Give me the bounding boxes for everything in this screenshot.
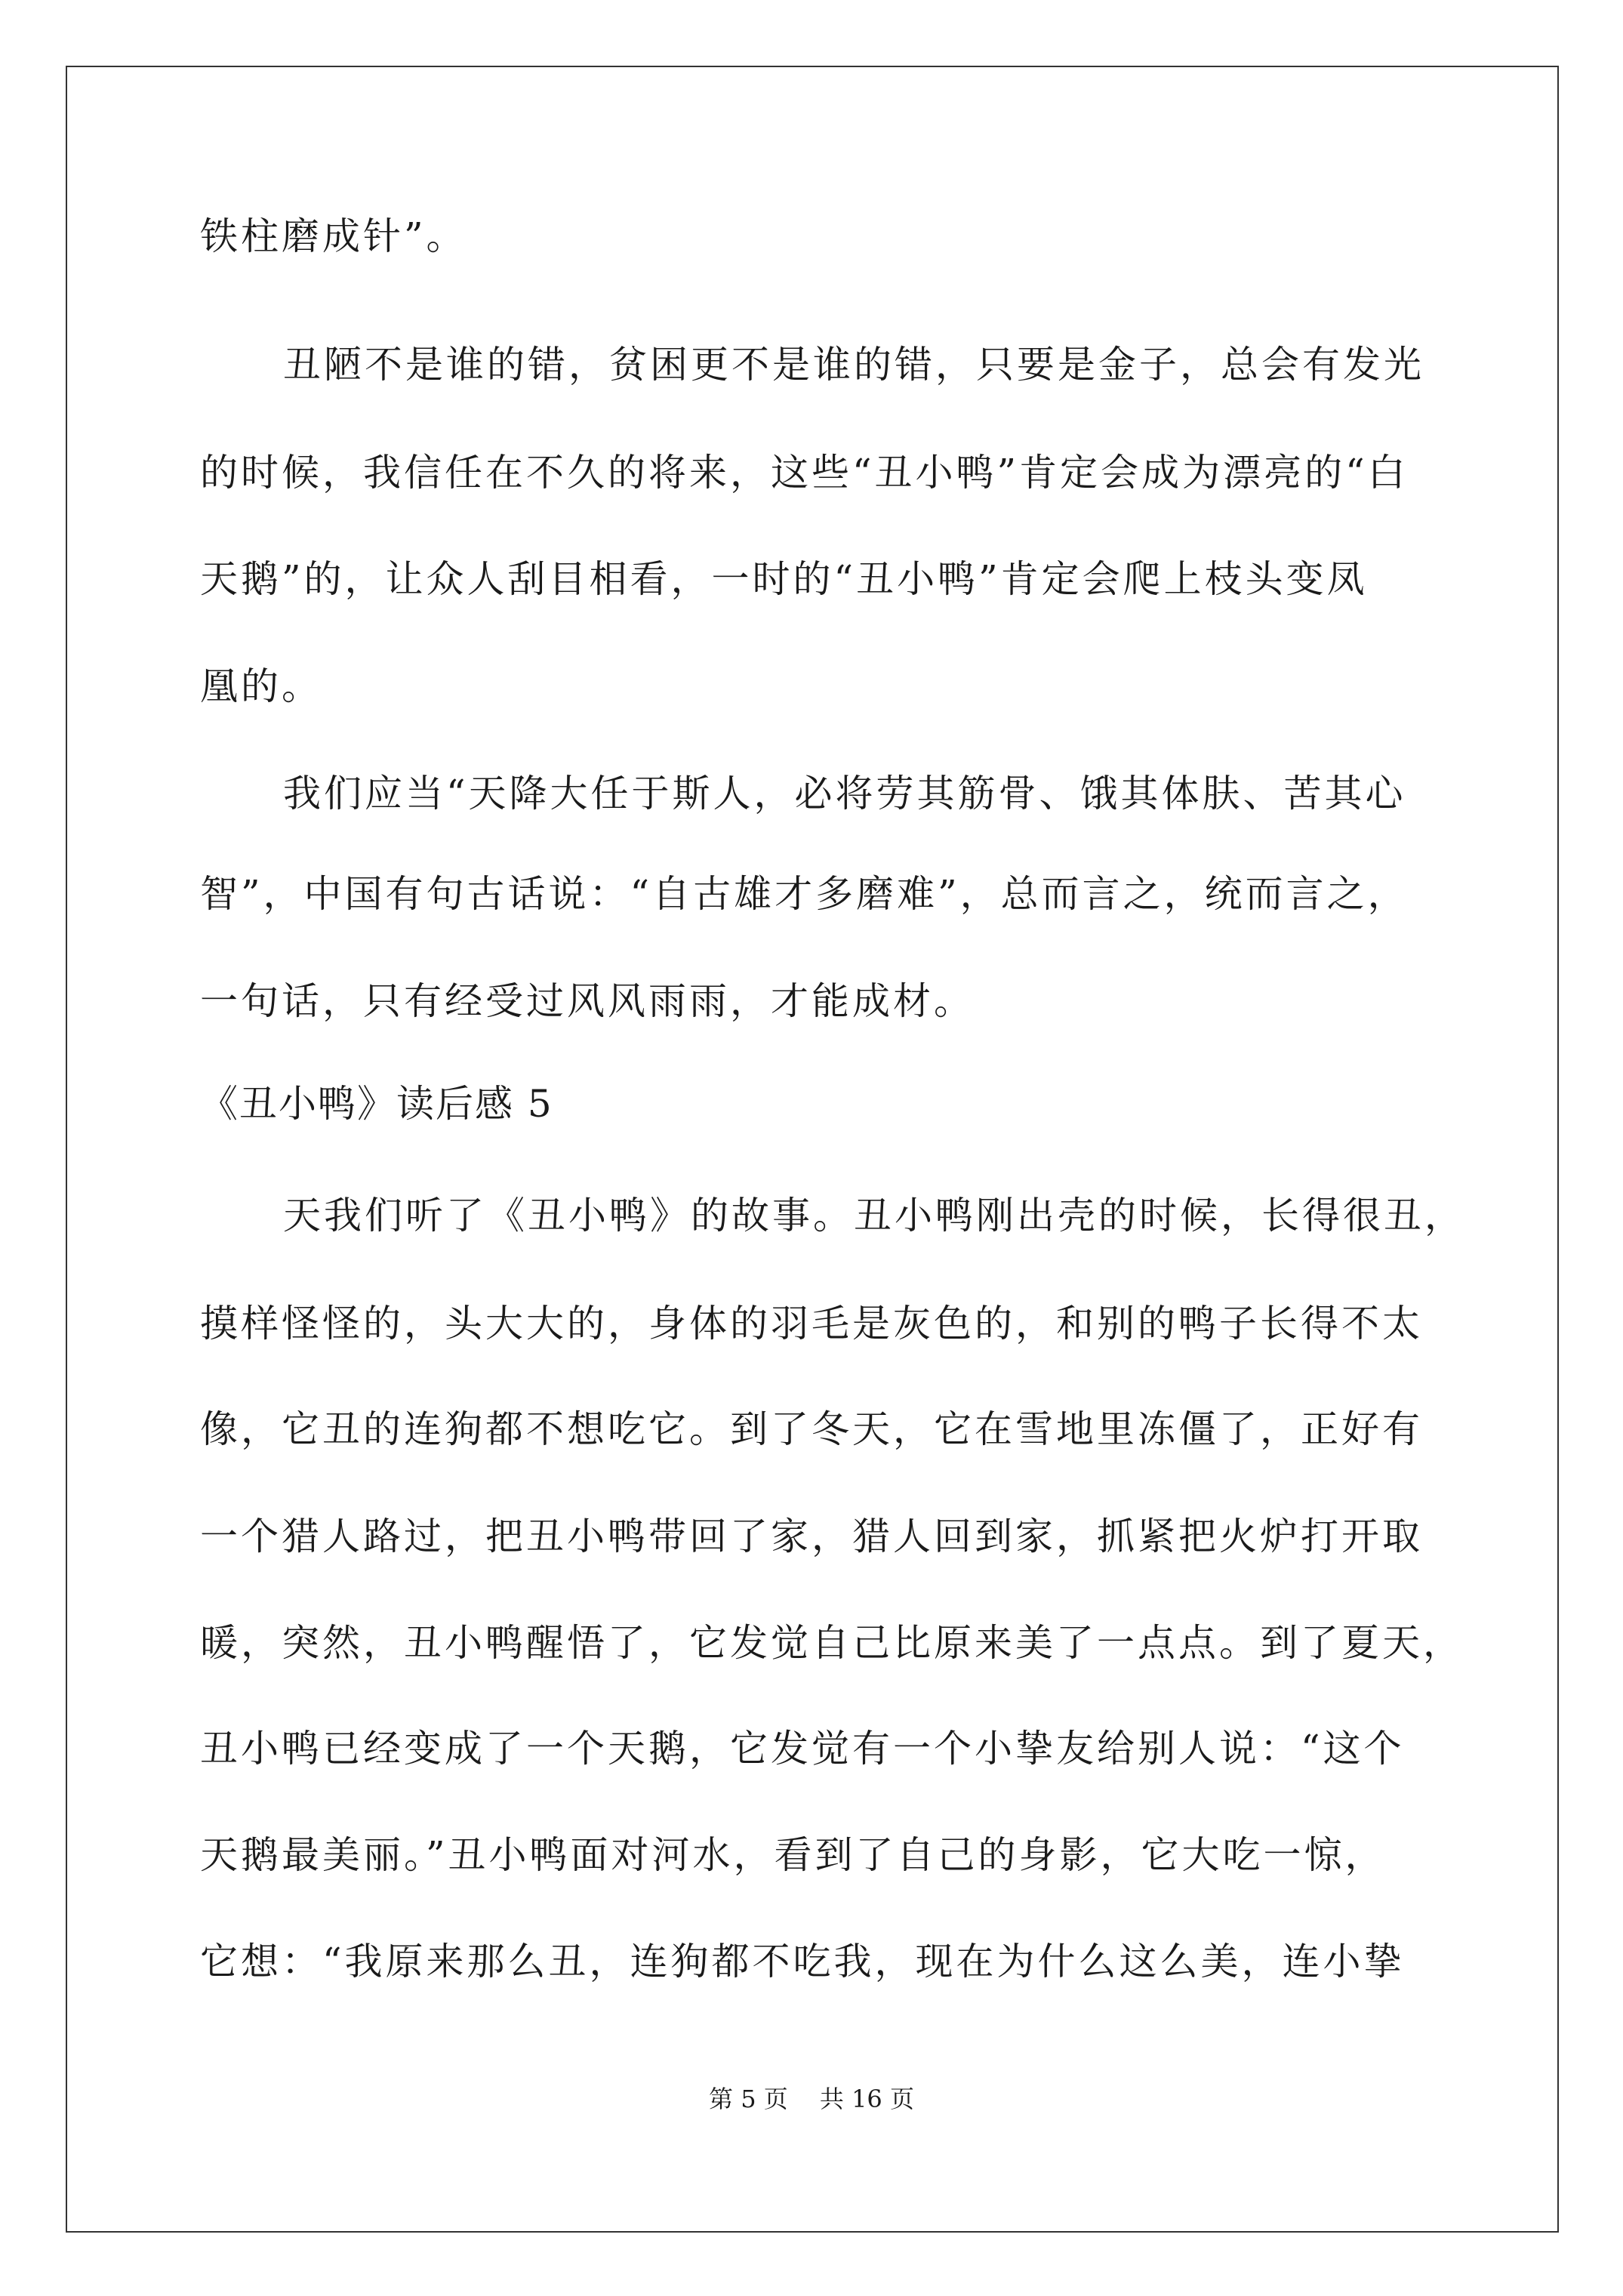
text-line: 暖，突然，丑小鸭醒悟了，它发觉自己比原来美了一点点。到了夏天， — [200, 1621, 1464, 1665]
text-line: 像，它丑的连狗都不想吃它。到了冬天，它在雪地里冻僵了，正好有 — [200, 1407, 1423, 1451]
text-line: 的时候，我信任在不久的将来，这些“丑小鸭”肯定会成为漂亮的“白 — [200, 451, 1409, 495]
paragraph-start: 天我们听了《丑小鸭》的故事。丑小鸭刚出壳的时候，长得很丑， — [283, 1194, 1465, 1237]
text-line: 丑小鸭已经变成了一个天鹅，它发觉有一个小挚友给别人说：“这个 — [200, 1727, 1405, 1771]
paragraph-start: 我们应当“天降大任于斯人，必将劳其筋骨、饿其体肤、苦其心 — [283, 772, 1406, 815]
text-line: 凰的。 — [200, 664, 322, 708]
text-line: 一句话，只有经受过风风雨雨，才能成材。 — [200, 979, 975, 1023]
text-line: 天鹅”的，让众人刮目相看，一时的“丑小鸭”肯定会爬上枝头变凤 — [200, 557, 1368, 601]
text-line: 智”，中国有句古话说：“自古雄才多磨难”，总而言之，统而言之， — [200, 872, 1409, 916]
text-line: 它想：“我原来那么丑，连狗都不吃我，现在为什么这么美，连小挚 — [200, 1940, 1405, 1983]
text-line: 一个猎人路过，把丑小鸭带回了家，猎人回到家，抓紧把火炉打开取 — [200, 1515, 1423, 1558]
page-frame — [66, 66, 1559, 2233]
text-line: 天鹅最美丽。”丑小鸭面对河水，看到了自己的身影，它大吃一惊， — [200, 1833, 1386, 1877]
text-line: 摸样怪怪的，头大大的，身体的羽毛是灰色的，和别的鸭子长得不太 — [200, 1302, 1423, 1345]
paragraph-start: 丑陋不是谁的错，贫困更不是谁的错，只要是金子，总会有发光 — [283, 343, 1424, 387]
section-heading: 《丑小鸭》读后感 5 — [200, 1082, 553, 1126]
text-line: 铁柱磨成针”。 — [200, 214, 467, 258]
page-number: 第 5 页 共 16 页 — [709, 2085, 914, 2113]
